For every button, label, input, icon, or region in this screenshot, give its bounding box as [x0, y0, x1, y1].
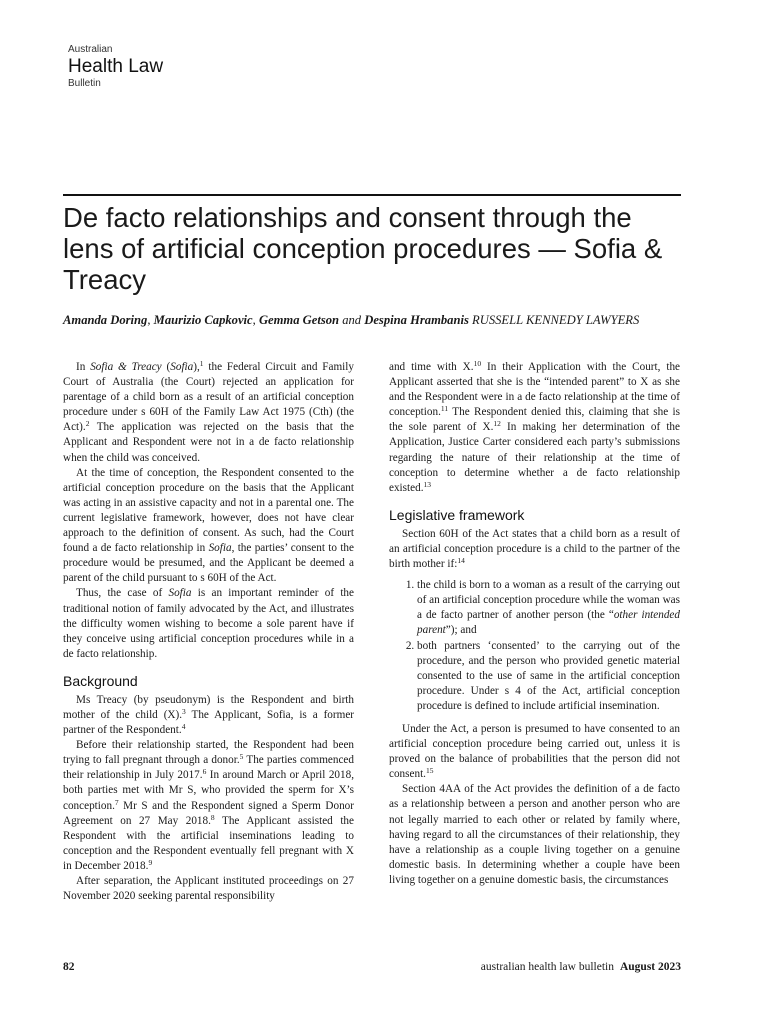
text-run: Mr S and the Respondent signed a Sperm Donor Agreement on 27 May 2018. [63, 799, 354, 827]
author-name: Maurizio Capkovic [153, 313, 253, 327]
italic-text: other intended parent [417, 609, 680, 637]
left-column [63, 360, 354, 904]
footnote-ref: 15 [425, 766, 434, 776]
author-line [63, 312, 681, 328]
list-item [417, 639, 680, 714]
body-paragraph [63, 360, 354, 466]
text-run: The Respondent denied this, claiming that she is the sole parent of X. [389, 406, 680, 434]
body-paragraph [63, 466, 354, 587]
author-separator: and [339, 313, 365, 327]
footnote-ref: 8 [210, 812, 215, 822]
author-separator: , [252, 313, 259, 327]
footnote-ref: 11 [440, 404, 449, 414]
footnote-ref: 1 [199, 359, 204, 368]
text-run: ”); and [445, 624, 477, 637]
body-paragraph [63, 738, 354, 874]
text-run: the Federal Circuit and Family Court of Australia (the Court) rejected an application for parentage of a child born as a result of an artificial conception procedure under s 60H of the Family Law Act 1975 (Cth) (the Act). [63, 361, 354, 434]
footnote-ref: 10 [473, 359, 482, 368]
footnote-ref: 7 [114, 797, 119, 807]
text-run: Legislative framework [389, 506, 525, 523]
text-run: The application was rejected on the basis that the Applicant and Respondent were not in a de facto relationship when the child was conceived. [63, 421, 354, 464]
article-title: De facto relationships and consent through the lens of artificial conception procedures — Sofia & Treacy [63, 202, 663, 295]
body-paragraph [389, 360, 680, 496]
text-run: ( [161, 361, 171, 373]
footnote-ref: 2 [85, 419, 90, 429]
text-run: In making her determination of the Application, Justice Carter considered each party’s submissions regarding the nature of their relationship at the time of conception to determine whether a de facto relationship existed. [389, 421, 680, 494]
text-run: Before their relationship started, the Respondent had been trying to fall pregnant through a donor. [63, 739, 354, 767]
text-run: Ms Treacy (by pseudonym) is the Respondent and birth mother of the child (X). [63, 693, 354, 721]
text-run: The Applicant assisted the Respondent with the artificial inseminations leading to conception and the Respondent eventually fell pregnant with X in December 2018. [63, 814, 354, 872]
text-run: In around March or April 2018, both parties met with Mr S, who provided the sperm for X’s conception. [63, 769, 354, 812]
text-run: At the time of conception, the Respondent consented to the artificial conception procedure on the basis that the Applicant was acting in an assistive capacity and not in a parental one. The current legislative framework, however, does not have clear approach to the definition of consent. As such, had the Court found a de facto relationship in [63, 466, 354, 555]
title-rule [63, 194, 681, 196]
masthead-logo [68, 44, 163, 90]
footer-date: August 2023 [619, 961, 681, 973]
text-run: and time with X. [389, 361, 474, 373]
footer-publication-name: australian health law bulletin [480, 961, 614, 973]
text-run: , the parties’ consent to the procedure would be presumed, and the Applicant be deemed a parent of the child pursuant to s 60H of the Act. [63, 542, 354, 585]
list-item [417, 578, 680, 638]
footnote-ref: 3 [182, 706, 186, 716]
body-paragraph [389, 722, 680, 782]
author-name: Despina Hrambanis [364, 313, 469, 327]
body-paragraph [63, 586, 354, 661]
body-paragraph [389, 782, 680, 888]
footnote-ref: 9 [148, 857, 153, 867]
masthead-line1: Australian [68, 44, 113, 55]
author-separator: , [147, 313, 154, 327]
section-heading [389, 506, 680, 524]
section-heading [63, 672, 354, 690]
numbered-list [389, 578, 680, 714]
footnote-ref: 12 [493, 419, 501, 429]
italic-text: Sofia [170, 361, 194, 373]
text-run: In their Application with the Court, the Applicant asserted that she is the “intended parent” to X as she and the Respondent were in a de facto relationship at the time of conception. [389, 361, 680, 419]
italic-text: Sofia [208, 542, 232, 555]
footnote-ref: 13 [423, 479, 431, 489]
body-paragraph [63, 693, 354, 738]
italic-text: Sofia [168, 587, 192, 600]
footnote-ref: 5 [239, 752, 244, 762]
footnote-ref: 4 [181, 722, 186, 732]
text-run: Section 60H of the Act states that a child born as a result of an artificial conception procedure is a child to the partner of the birth mother if: [389, 527, 680, 571]
text-run: ), [193, 361, 200, 373]
masthead-line3: Bulletin [68, 78, 101, 89]
masthead-line2: Health Law [68, 56, 164, 77]
text-run: Section 4AA of the Act provides the definition of a de facto as a relationship between a person and another person who are not legally married to each other or related by family where, having regard to all the circumstances of their relationship, they have a relationship as a couple living together on a genuine domestic basis. In determining whether a couple have been living together on a genuine domestic basis, the circumstances [389, 783, 680, 886]
text-run: Under the Act, a person is presumed to have consented to an artificial conception procedure being carried out, unless it is proved on the balance of probabilities that the person did not consent. [389, 722, 680, 781]
text-run: In [76, 361, 91, 373]
text-run: the child is born to a woman as a result of the carrying out of an artificial conception procedure while the woman was a de facto partner of another person (the “ [417, 579, 680, 622]
footnote-ref: 6 [202, 767, 207, 777]
text-run: The Applicant, Sofia, is a former partner of the Respondent. [63, 708, 355, 737]
right-column [389, 360, 680, 888]
italic-text: Sofia & Treacy [90, 361, 162, 373]
text-run: After separation, the Applicant instituted proceedings on 27 November 2020 seeking parental responsibility [63, 875, 354, 903]
footnote-ref: 14 [457, 556, 465, 566]
author-name: Amanda Doring [63, 313, 148, 327]
footer-publication [481, 961, 681, 973]
text-run: both partners ‘consented’ to the carrying out of the procedure, and the person who provided genetic material consented to the use of same in the artificial conception procedure. Under s 4 of the Act, artificial conception procedure is defined to include artificial insemination. [417, 639, 680, 712]
text-run: is an important reminder of the traditional notion of family advocated by the Act, and illustrates the difficulty women wishing to become a sole parent have if they conceive using artificial conception procedures while in a de facto relationship. [63, 587, 354, 660]
author-name: Gemma Getson [258, 313, 340, 327]
author-firm: RUSSELL KENNEDY LAWYERS [472, 313, 640, 327]
page-number: 82 [63, 961, 75, 973]
text-run: Background [63, 672, 138, 689]
body-paragraph [63, 874, 354, 904]
body-paragraph [389, 527, 680, 572]
text-run: The parties commenced their relationship in July 2017. [63, 754, 354, 782]
text-run: Thus, the case of [76, 587, 169, 600]
